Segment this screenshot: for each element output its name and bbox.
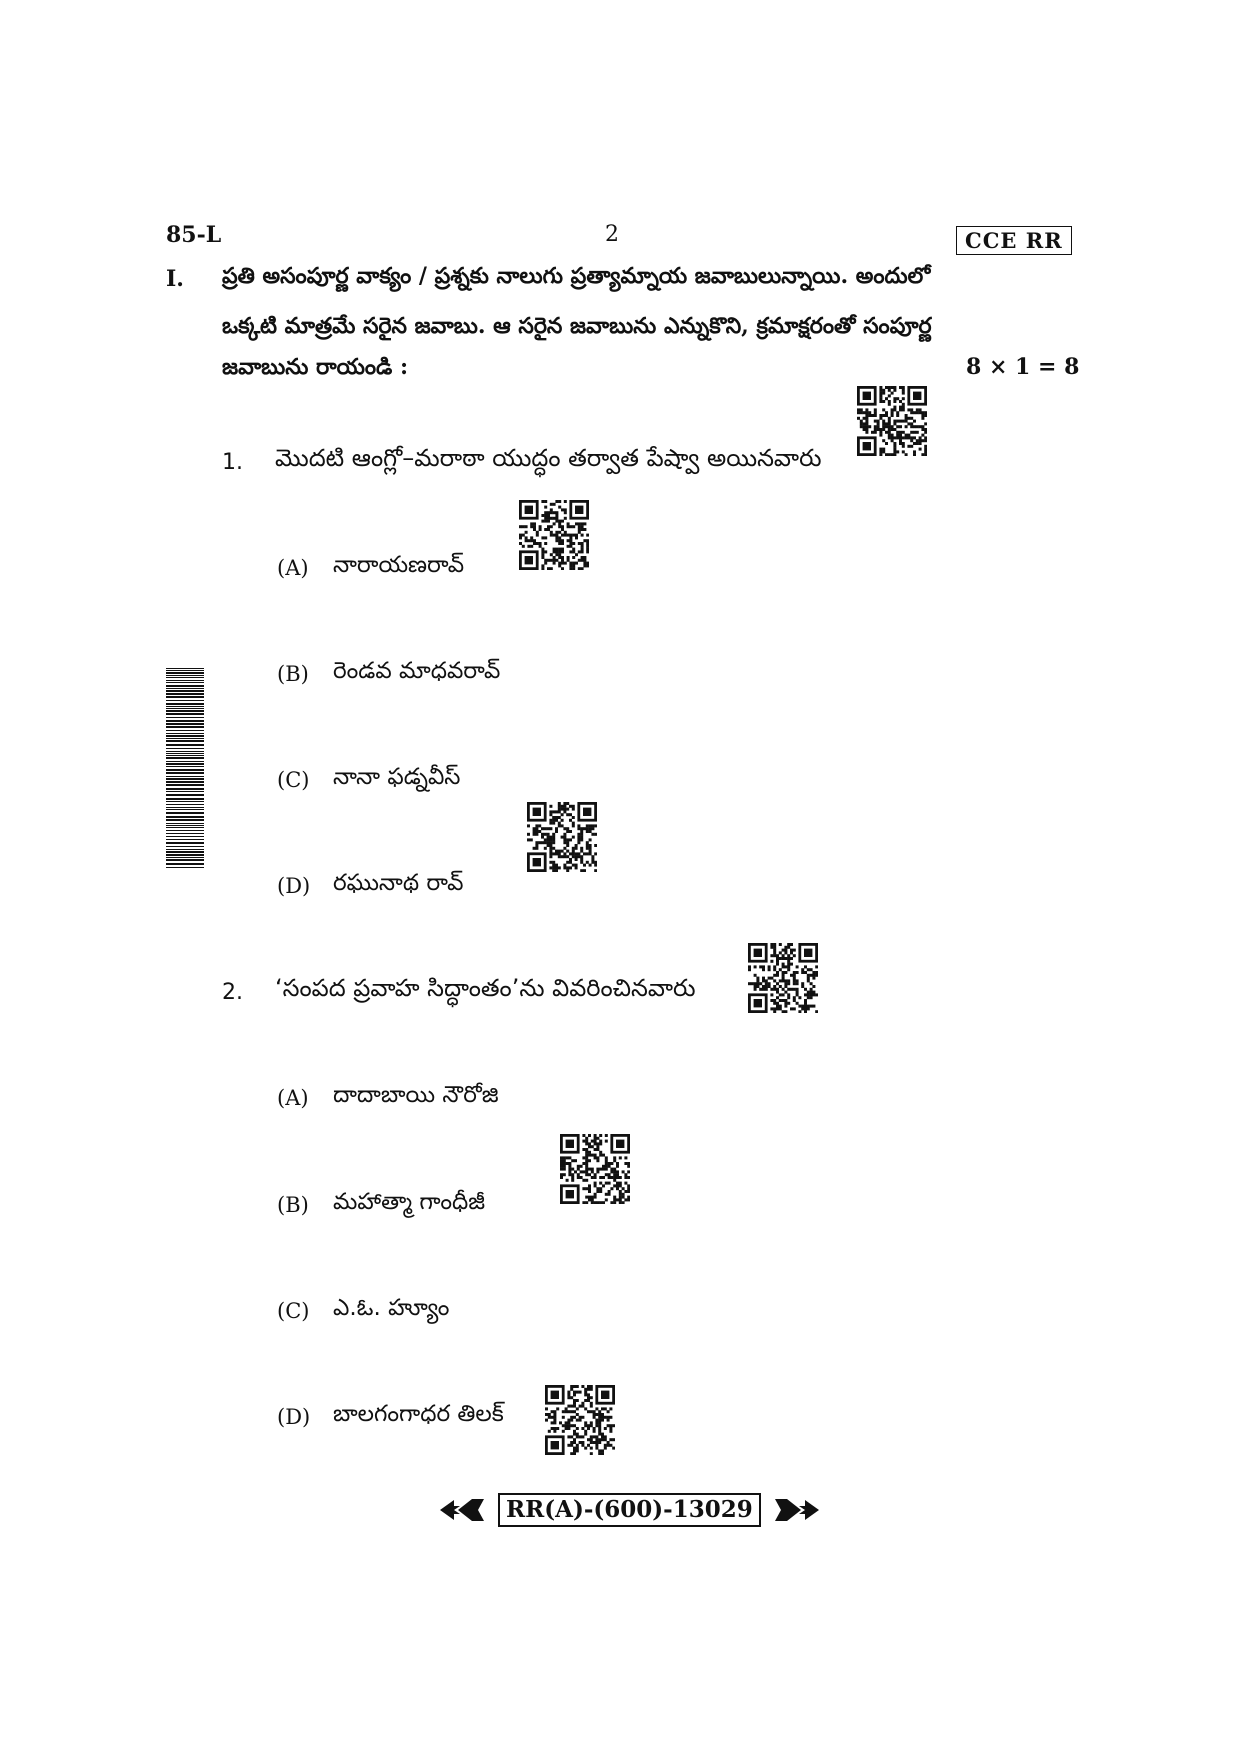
option-text: నారాయణరావ్ — [333, 552, 465, 578]
qr-code-icon — [527, 802, 597, 872]
instruction-line-3: జవాబును రాయండి : — [222, 354, 409, 380]
qr-code-icon — [560, 1134, 630, 1204]
option-text: దాదాబాయి నౌరోజి — [333, 1082, 499, 1108]
qr-code-icon — [748, 943, 818, 1013]
qr-code-icon — [545, 1385, 615, 1455]
section-number: I. — [166, 266, 184, 292]
option-text: బాలగంగాధర తిలక్ — [333, 1401, 504, 1427]
option-label: (C) — [277, 768, 310, 792]
cce-rr-tag: CCE RR — [956, 226, 1072, 255]
option-text: రెండవ మాధవరావ్ — [333, 658, 501, 684]
option-label: (B) — [277, 662, 309, 686]
question-number: 2. — [222, 980, 243, 1005]
barcode-icon — [166, 668, 204, 868]
marks-scheme: 8 × 1 = 8 — [966, 354, 1080, 380]
qr-code-icon — [519, 500, 589, 570]
instruction-line-1: ప్రతి అసంపూర్ణ వాక్యం / ప్రశ్నకు నాలుగు ప్రత్యామ్నాయ జవాబులున్నాయి. అందులో — [222, 263, 931, 289]
footer-code: RR(A)-(600)-13029 — [498, 1493, 761, 1527]
question-number: 1. — [222, 450, 243, 475]
option-label: (D) — [277, 874, 311, 898]
qr-code-icon — [857, 386, 927, 456]
option-label: (A) — [277, 1086, 309, 1110]
option-text: ఎ.ఓ. హ్యూం — [333, 1295, 450, 1321]
option-text: రఘునాథ రావ్ — [333, 870, 464, 896]
right-arrow-icon — [765, 1497, 819, 1523]
instruction-line-2: ఒక్కటి మాత్రమే సరైన జవాబు. ఆ సరైన జవాబును ఎన్నుకొని, క్రమాక్షరంతో సంపూర్ణ — [222, 313, 932, 339]
option-label: (A) — [277, 556, 309, 580]
option-label: (D) — [277, 1405, 311, 1429]
option-label: (C) — [277, 1299, 310, 1323]
footer — [440, 1490, 819, 1530]
left-arrow-icon — [440, 1497, 494, 1523]
paper-code: 85-L — [166, 222, 222, 248]
option-text: నానా ఫడ్నవీస్ — [333, 764, 461, 790]
option-text: మహాత్మా గాంధీజీ — [333, 1189, 486, 1215]
page-number: 2 — [605, 222, 619, 247]
question-text: ‘సంపద ప్రవాహ సిద్ధాంతం’ను వివరించినవారు — [275, 974, 696, 1002]
question-text: మొదటి ఆంగ్లో–మరాఠా యుద్ధం తర్వాత పేష్వా అయినవారు — [275, 444, 822, 472]
option-label: (B) — [277, 1193, 309, 1217]
